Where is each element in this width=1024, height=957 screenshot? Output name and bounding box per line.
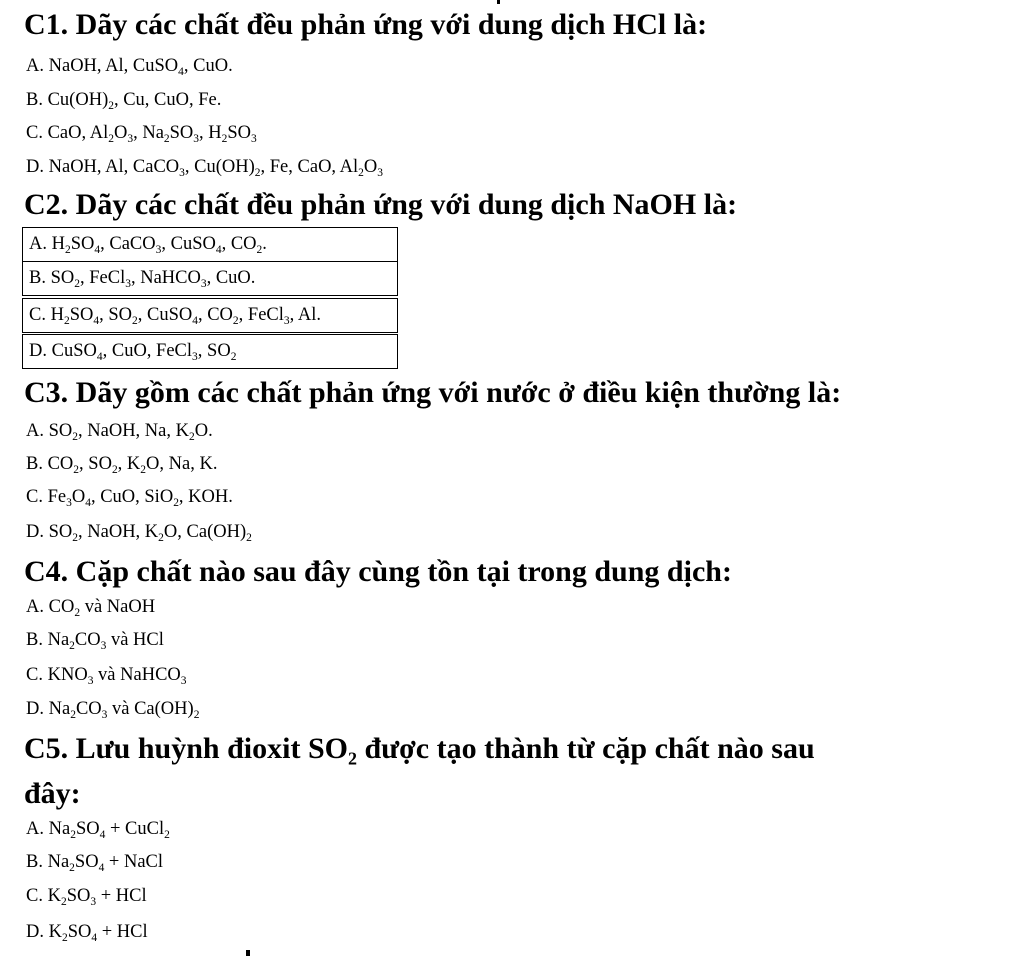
formula-text: O (113, 123, 128, 143)
subscript: 3 (125, 278, 131, 290)
subscript: 2 (163, 133, 170, 145)
formula-text: Na (47, 630, 70, 650)
subscript: 2 (221, 133, 228, 145)
c1-option-d (26, 155, 383, 179)
formula-text: , Cu(OH) (184, 157, 255, 177)
formula-text: O (363, 157, 378, 177)
scan-mark (497, 0, 500, 4)
formula-text: , Na (133, 123, 164, 143)
formula-text: và NaOH (80, 597, 156, 617)
subscript: 2 (164, 829, 170, 841)
formula-text: , CuO. (183, 56, 233, 76)
option-label: B. (26, 90, 48, 110)
subscript: 2 (173, 497, 179, 509)
subscript: 2 (347, 748, 357, 769)
option-label: D. (26, 522, 49, 542)
formula-text: CO (48, 597, 75, 617)
formula-text: NaOH, Al, CuSO (48, 56, 179, 76)
formula-text: K (47, 886, 61, 906)
formula-text: SO (48, 522, 73, 542)
formula-text: và Ca(OH) (107, 699, 194, 719)
subscript: 3 (377, 167, 383, 179)
subscript: 2 (70, 709, 76, 721)
subscript: 2 (108, 133, 114, 145)
formula-text: CO (74, 630, 101, 650)
formula-text: , K (117, 454, 141, 474)
subscript: 4 (93, 315, 100, 327)
formula-text: và HCl (106, 630, 164, 650)
scan-mark (246, 950, 250, 956)
c3-option-d (26, 520, 252, 544)
formula-text: , NaHCO (130, 268, 201, 288)
formula-text: SO (75, 819, 100, 839)
formula-text: , CuO. (206, 268, 256, 288)
subscript: 2 (232, 315, 239, 327)
formula-text: , CO (221, 234, 257, 254)
subscript: 2 (108, 100, 114, 112)
c5-option-d (26, 920, 148, 944)
formula-text: + CuCl (105, 819, 165, 839)
formula-text: , NaOH, K (78, 522, 159, 542)
question-c1-title: C1. Dãy các chất đều phản ứng với dung dịch HCl là: (24, 8, 708, 41)
c3-option-a (26, 419, 213, 443)
formula-text: K (48, 922, 62, 942)
subscript: 2 (62, 932, 68, 944)
formula-text: O (71, 487, 86, 507)
subscript: 3 (179, 167, 185, 179)
subscript: 2 (69, 640, 75, 652)
subscript: 4 (94, 244, 101, 256)
subscript: 2 (72, 532, 79, 544)
subscript: 4 (98, 862, 105, 874)
subscript: 2 (63, 315, 70, 327)
subscript: 2 (69, 862, 75, 874)
subscript: 4 (96, 351, 103, 363)
subscript: 2 (72, 431, 79, 443)
formula-text: , CuSO (161, 234, 216, 254)
subscript: 3 (155, 244, 162, 256)
subscript: 2 (132, 315, 138, 327)
c3-option-c (26, 485, 233, 509)
formula-text: , KOH. (178, 487, 233, 507)
option-label: B. (26, 852, 48, 872)
question-c5-title-line1 (24, 732, 815, 769)
subscript: 3 (127, 133, 134, 145)
subscript: 4 (192, 315, 198, 327)
formula-text: + HCl (97, 922, 148, 942)
subscript: 2 (256, 244, 263, 256)
option-label: A. (26, 421, 49, 441)
subscript: 2 (189, 431, 195, 443)
formula-text: O, Ca(OH) (163, 522, 247, 542)
formula-text: , CO (197, 305, 233, 325)
option-label: D. (29, 341, 52, 361)
formula-text: SO (227, 123, 252, 143)
formula-text: , Al. (289, 305, 321, 325)
formula-text: , CaCO (100, 234, 156, 254)
formula-text: CO (47, 454, 74, 474)
subscript: 3 (100, 640, 107, 652)
question-c2-title: C2. Dãy các chất đều phản ứng với dung dịch NaOH là: (24, 188, 738, 221)
subscript: 4 (215, 244, 222, 256)
option-label: C. (26, 487, 48, 507)
option-label: B. (29, 268, 51, 288)
formula-text: , CuO, FeCl (102, 341, 193, 361)
formula-text: SO (69, 305, 94, 325)
formula-text: , Fe, CaO, Al (260, 157, 359, 177)
formula-text: , FeCl (238, 305, 284, 325)
formula-text: SO (67, 922, 92, 942)
option-label: C. (26, 123, 48, 143)
formula-text: , H (199, 123, 222, 143)
question-c5-title-line2: đây: (24, 777, 81, 810)
c3-option-b (26, 452, 217, 476)
subscript: 2 (158, 532, 164, 544)
formula-text: CO (75, 699, 102, 719)
formula-text: Na (48, 819, 71, 839)
c2-option-d (22, 334, 398, 369)
c4-option-c (26, 663, 187, 687)
subscript: 3 (193, 133, 200, 145)
formula-text: , CuO, SiO (90, 487, 174, 507)
subscript: 3 (283, 315, 290, 327)
subscript: 4 (178, 66, 184, 78)
formula-text: O, Na, K. (146, 454, 218, 474)
formula-text: H (51, 234, 65, 254)
c5-option-b (26, 850, 163, 874)
subscript: 3 (66, 497, 72, 509)
formula-text: + NaCl (104, 852, 164, 872)
subscript: 2 (70, 829, 76, 841)
subscript: 3 (87, 675, 94, 687)
option-label: A. (26, 819, 49, 839)
question-c4-title: C4. Cặp chất nào sau đây cùng tồn tại trong dung dịch: (24, 555, 732, 588)
subscript: 2 (254, 167, 261, 179)
subscript: 2 (74, 607, 81, 619)
formula-text: , NaOH, Na, K (78, 421, 189, 441)
formula-text: Cu(OH) (47, 90, 109, 110)
subscript: 2 (140, 464, 147, 476)
formula-text: O. (194, 421, 213, 441)
formula-text: KNO (47, 665, 88, 685)
formula-text: SO (169, 123, 194, 143)
c1-option-b (26, 88, 221, 112)
question-c3-title: C3. Dãy gồm các chất phản ứng với nước ở điều kiện thường là: (24, 376, 842, 409)
c5-option-a (26, 817, 170, 841)
subscript: 3 (90, 896, 97, 908)
formula-text: , FeCl (79, 268, 126, 288)
formula-text: Na (48, 699, 71, 719)
formula-text: được tạo thành từ cặp chất nào sau (356, 732, 815, 765)
option-label: C. (29, 305, 51, 325)
c4-option-a (26, 595, 155, 619)
option-label: D. (26, 699, 49, 719)
c4-option-b (26, 628, 164, 652)
c2-option-b (22, 261, 398, 296)
c4-option-d (26, 697, 199, 721)
formula-text: H (50, 305, 64, 325)
formula-text: CuSO (51, 341, 97, 361)
subscript: 4 (99, 829, 106, 841)
subscript: 2 (230, 351, 237, 363)
subscript: 2 (74, 278, 80, 290)
option-label: A. (29, 234, 52, 254)
option-label: B. (26, 454, 48, 474)
formula-text: . (262, 234, 267, 254)
formula-text: và NaHCO (93, 665, 181, 685)
subscript: 3 (200, 278, 207, 290)
formula-text: , SO (99, 305, 132, 325)
option-label: D. (26, 157, 49, 177)
formula-text: SO (66, 886, 91, 906)
subscript: 3 (192, 351, 198, 363)
c1-option-a (26, 54, 233, 78)
formula-text: CaO, Al (47, 123, 109, 143)
subscript: 3 (251, 133, 257, 145)
subscript: 2 (358, 167, 364, 179)
subscript: 2 (60, 896, 67, 908)
subscript: 2 (65, 244, 71, 256)
c2-option-a (22, 227, 398, 262)
subscript: 2 (73, 464, 80, 476)
subscript: 4 (91, 932, 98, 944)
option-label: D. (26, 922, 49, 942)
c1-option-c (26, 121, 257, 145)
formula-text: SO (48, 421, 73, 441)
formula-text: SO (74, 852, 99, 872)
subscript: 2 (193, 709, 200, 721)
formula-text: , SO (197, 341, 231, 361)
subscript: 4 (85, 497, 91, 509)
c2-option-c (22, 298, 398, 333)
formula-text: NaOH, Al, CaCO (48, 157, 180, 177)
c5-option-c (26, 884, 147, 908)
formula-text: , Cu, CuO, Fe. (113, 90, 222, 110)
option-label: A. (26, 56, 49, 76)
option-label: A. (26, 597, 49, 617)
formula-text: Na (47, 852, 70, 872)
option-label: C. (26, 886, 48, 906)
formula-text: + HCl (96, 886, 147, 906)
formula-text: , CuSO (137, 305, 193, 325)
formula-text: Fe (47, 487, 67, 507)
formula-text: SO (70, 234, 95, 254)
subscript: 3 (180, 675, 187, 687)
option-label: B. (26, 630, 48, 650)
option-label: C. (26, 665, 48, 685)
formula-text: SO (50, 268, 75, 288)
formula-text: C5. Lưu huỳnh đioxit SO (24, 732, 348, 765)
subscript: 3 (101, 709, 108, 721)
subscript: 2 (246, 532, 252, 544)
formula-text: , SO (79, 454, 112, 474)
subscript: 2 (111, 464, 118, 476)
